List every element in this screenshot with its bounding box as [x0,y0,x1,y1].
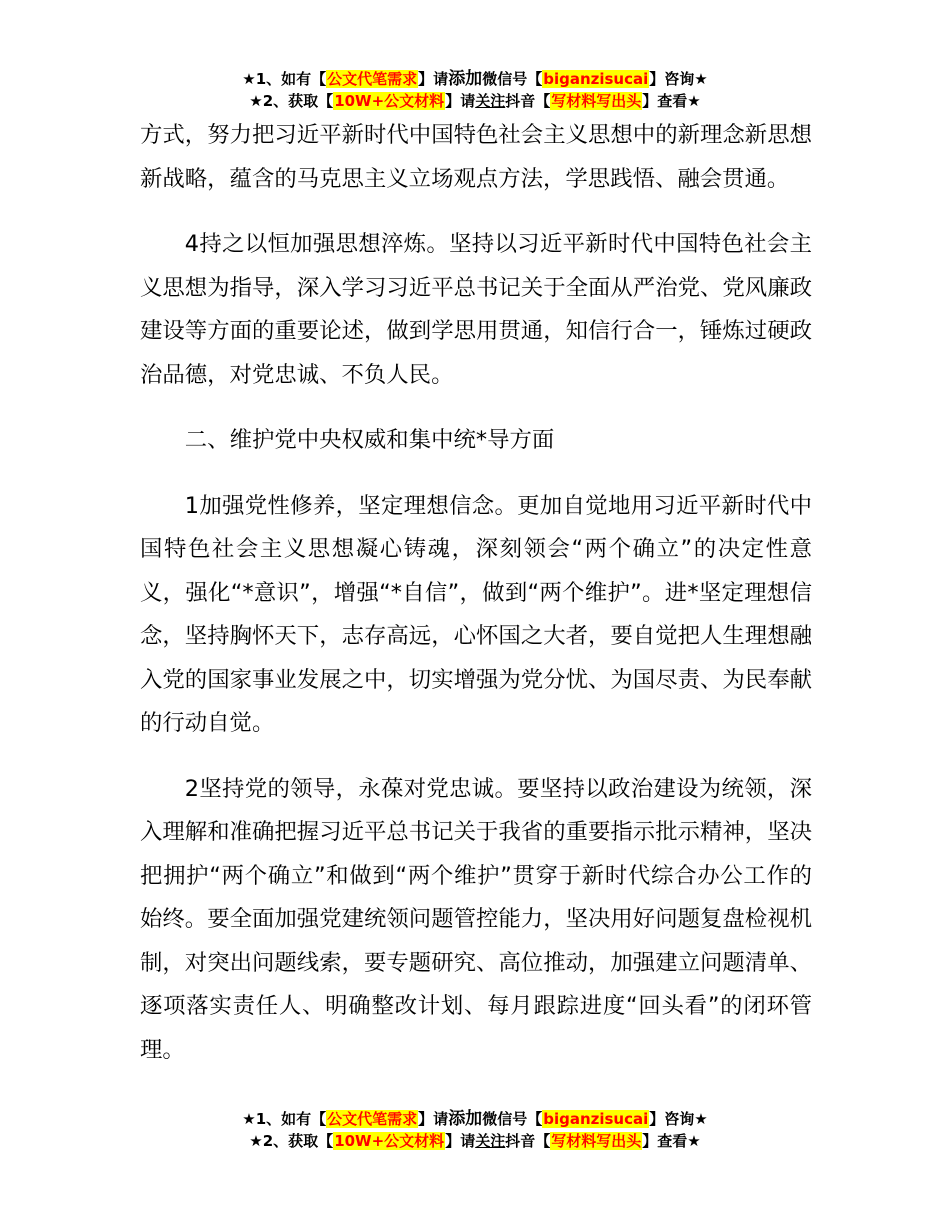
header-banner [0,68,950,112]
header-line-2-middle: 】请 [445,92,476,110]
footer-line-1-highlight-service: 公文代笔需求 [327,1110,418,1128]
footer-line-2-suffix: 】查看★ [642,1132,701,1150]
section-heading-2: 二、维护党中央权威和集中统*导方面 [184,427,555,453]
footer-line-1-prefix: ★1、如有【 [242,1110,327,1128]
paragraph-continuation: 方式，努力把习近平新时代中国特色社会主义思想中的新理念新思想新战略，蕴含的马克思主义立场观点方法，学思践悟、融会贯通。 [140,122,812,192]
footer-line-2-highlight-materials: 10W+公文材料 [334,1132,445,1150]
header-line-2-suffix: 】查看★ [642,92,701,110]
header-line-2 [0,90,950,112]
footer-line-2-middle: 】请 [445,1132,476,1150]
footer-line-1-middle-2: 微信号【 [482,1110,543,1128]
header-line-2-prefix: ★2、获取【 [249,92,334,110]
paragraph-item-2: 2坚持党的领导，永葆对党忠诚。要坚持以政治建设为统领，深入理解和准确把握习近平总书记关于我省的重要指示批示精神，坚决把拥护“两个确立”和做到“两个维护”贯穿于新时代综合办公工作的始终。要全面加强党建统领问题管控能力，坚决用好问题复盘检视机制，对突出问题线索，要专题研究、高位推动，加强建立问题清单、逐项落实责任人、明确整改计划、每月跟踪进度“回头看”的闭环管理。 [140,775,812,1063]
footer-line-1-middle: 】请 [418,1110,449,1128]
header-line-1-highlight-wechat: biganzisucai [543,70,649,88]
footer-line-1 [0,1108,950,1130]
footer-line-1-suffix: 】咨询★ [649,1110,708,1128]
footer-line-1-emphasis: 添加 [448,1109,483,1129]
header-line-2-middle-2: 抖音【 [505,92,551,110]
footer-banner [0,1108,950,1152]
footer-line-2-highlight-douyin: 写材料写出头 [551,1132,642,1150]
header-line-1-suffix: 】咨询★ [649,70,708,88]
header-line-1-highlight-service: 公文代笔需求 [327,70,418,88]
header-line-1-middle-2: 微信号【 [482,70,543,88]
header-line-1-middle: 】请 [418,70,449,88]
paragraph-item-4: 4持之以恒加强思想淬炼。坚持以习近平新时代中国特色社会主义思想为指导，深入学习习近平总书记关于全面从严治党、党风廉政建设等方面的重要论述，做到学思用贯通，知信行合一，锤炼过硬政治品德，对党忠诚、不负人民。 [140,231,812,388]
header-line-2-highlight-douyin: 写材料写出头 [551,92,642,110]
header-line-1 [0,68,950,90]
footer-line-2-emphasis: 关注 [475,1132,506,1150]
footer-line-2-prefix: ★2、获取【 [249,1132,334,1150]
footer-line-2-middle-2: 抖音【 [505,1132,551,1150]
header-line-2-emphasis: 关注 [475,92,506,110]
footer-line-1-highlight-wechat: biganzisucai [543,1110,649,1128]
header-line-1-prefix: ★1、如有【 [242,70,327,88]
footer-line-2 [0,1130,950,1152]
paragraph-item-1: 1加强党性修养，坚定理想信念。更加自觉地用习近平新时代中国特色社会主义思想凝心铸魂，深刻领会“两个确立”的决定性意义，强化“*意识”，增强“*自信”，做到“两个维护”。进*坚定理想信念，坚持胸怀天下，志存高远，心怀国之大者，要自觉把人生理想融入党的国家事业发展之中，切实增强为党分忧、为国尽责、为民奉献的行动自觉。 [140,492,812,736]
header-line-2-highlight-materials: 10W+公文材料 [334,92,445,110]
header-line-1-emphasis: 添加 [448,69,483,89]
document-body [140,114,812,1072]
